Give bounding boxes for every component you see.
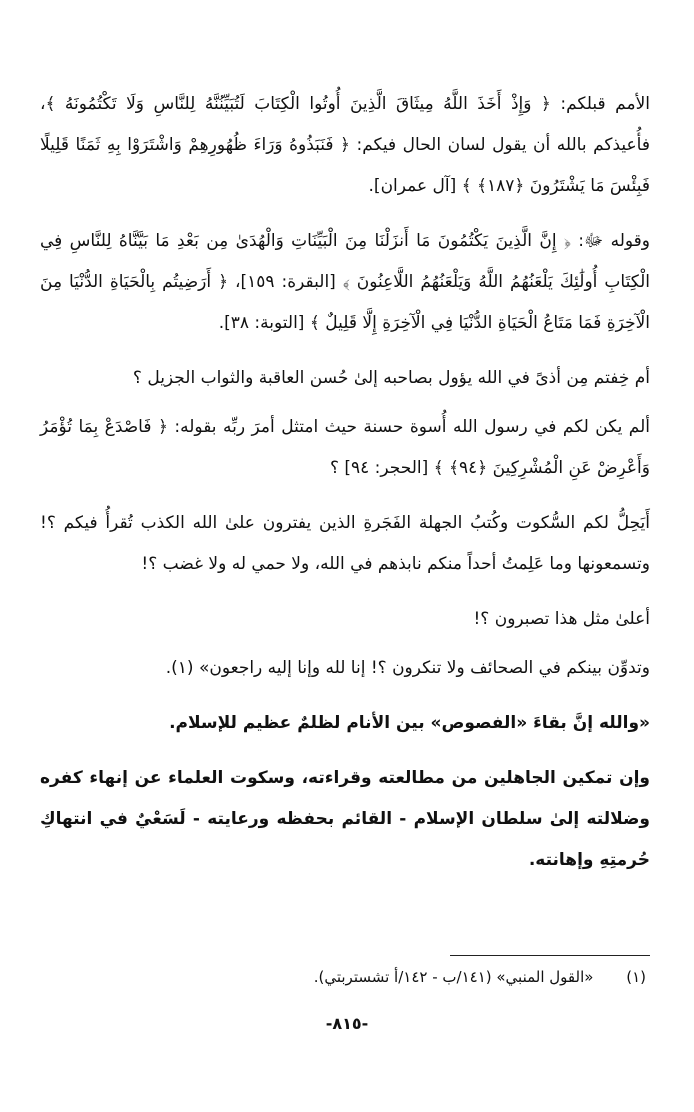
paragraph-prophet-example: ألم يكن لكم في رسول الله أُسوة حسنة حيث امتثل أمرَ ربِّه بقوله: ﴿ فَاصْدَعْ بِمَا تُؤْمَرُ وَأَعْرِضْ عَنِ الْمُشْرِكِينَ ﴿٩٤﴾ ﴾ [الحجر: ٩٤] ؟ — [40, 417, 650, 478]
paragraph-silence-rebuke: أَيَحِلُّ لكم السُّكوت وكُتبُ الجهلة الفَجَرةِ الذين يفترون علىٰ الله الكذب تُقرأُ فيكم ؟! وتسمعونها وما عَلِمتُ أحداً منكم نابذهم في الله، ولا حمي له ولا غضب ؟! — [40, 513, 650, 574]
footnote — [60, 964, 646, 990]
paragraph-recording: وتدوِّن بينكم في الصحائف ولا تنكرون ؟! إنا لله وإنا إليه راجعون» (١). — [165, 658, 650, 678]
footnote-divider — [450, 955, 650, 956]
page-body — [40, 84, 650, 895]
footnote-number: (١) — [626, 968, 646, 986]
paragraph-quran-citation-1: الأمم قبلكم: ﴿ وَإِذْ أَخَذَ اللَّهُ مِيثَاقَ الَّذِينَ أُوتُوا الْكِتَابَ لَتُبَيِّنُنَّهُ لِلنَّاسِ وَلَا تَكْتُمُونَهُ ﴾، فأُعيذكم بالله أن يقول لسان الحال فيكم: ﴿ فَنَبَذُوهُ وَرَاءَ ظُهُورِهِمْ وَاشْتَرَوْا بِهِ ثَمَنًا قَلِيلًا فَبِئْسَ مَا يَشْتَرُونَ ﴿١٨٧﴾ ﴾ [آل عمران]. — [40, 94, 650, 196]
footnote-text: «القول المنبي» (١٤١/ب - ١٤٢/أ تشستربتي). — [313, 968, 594, 986]
paragraph-conclusion: وإن تمكين الجاهلين من مطالعته وقراءته، وسكوت العلماء عن إنهاء كفره وضلالته إلىٰ سلطان الإسلام - القائم بحفظه ورعايته - لَسَعْيٌ في انتهاكِ حُرمتِهِ وإهانته. — [40, 768, 650, 870]
page-number: -٨١٥- — [325, 1014, 369, 1033]
paragraph-quran-citation-2: وقوله ﷻ: ﴿ إِنَّ الَّذِينَ يَكْتُمُونَ مَا أَنزَلْنَا مِنَ الْبَيِّنَاتِ وَالْهُدَىٰ مِن بَعْدِ مَا بَيَّنَّاهُ لِلنَّاسِ فِي الْكِتَابِ أُولَٰئِكَ يَلْعَنُهُمُ اللَّهُ وَيَلْعَنُهُمُ اللَّاعِنُونَ ﴾ [البقرة: ١٥٩]، ﴿ أَرَضِيتُم بِالْحَيَاةِ الدُّنْيَا مِنَ الْآخِرَةِ فَمَا مَتَاعُ الْحَيَاةِ الدُّنْيَا فِي الْآخِرَةِ إِلَّا قَلِيلٌ ﴾ [التوبة: ٣٨]. — [40, 231, 650, 333]
paragraph-patience-question: أعلىٰ مثل هذا تصبرون ؟! — [473, 609, 650, 629]
paragraph-question-fear: أم خِفتم مِن أذىً في الله يؤول بصاحبه إلىٰ حُسن العاقبة والثواب الجزيل ؟ — [132, 368, 650, 388]
paragraph-fusus-statement: «والله إنَّ بقاءَ «الفصوص» بين الأنام لظلمٌ عظيم للإسلام. — [169, 713, 650, 733]
